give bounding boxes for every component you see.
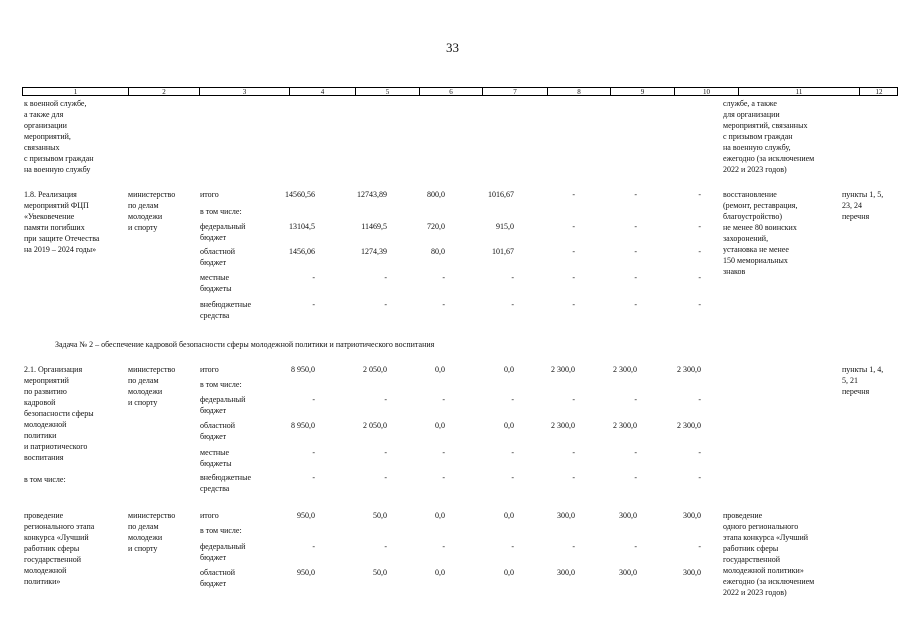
row21-name: 2.1. Организация мероприятий по развитию кадровой безопасности сферы молодежной политики и патриотического воспитания <box>24 365 94 462</box>
row_contest-value-cell: 300,0 <box>557 511 575 520</box>
header-col-11: 11 <box>739 88 860 96</box>
row21-value-cell: - <box>698 448 701 457</box>
row21-including: в том числе: <box>24 475 66 484</box>
row18-value-cell: - <box>634 300 637 309</box>
row18-value-cell: - <box>511 300 514 309</box>
contest-result: проведение одного регионального этапа конкурса «Лучший работник сферы государственной молодежной политики» ежегодно (за исключением 2022 и 2023 годов) <box>723 511 815 597</box>
row_contest-value-cell: 300,0 <box>683 568 701 577</box>
row18-value-cell: 101,67 <box>492 247 514 256</box>
row_contest-value-cell: 300,0 <box>683 511 701 520</box>
row21-value-cell: - <box>634 448 637 457</box>
row18-value-cell: - <box>572 300 575 309</box>
row18-value-cell: 1456,06 <box>289 247 315 256</box>
row_contest-value-cell: 0,0 <box>504 511 514 520</box>
row18-line-label: внебюджетные средства <box>200 300 251 320</box>
task2-heading: Задача № 2 – обеспечение кадровой безопасности сферы молодежной политики и патриотического воспитания <box>55 340 435 349</box>
header-col-3: 3 <box>200 88 290 96</box>
row_contest-value-cell: - <box>312 542 315 551</box>
row18-value-cell: 13104,5 <box>289 222 315 231</box>
row18-line-label: в том числе: <box>200 207 242 216</box>
row18-value-cell: - <box>442 300 445 309</box>
row21-value-cell: 2 300,0 <box>551 421 575 430</box>
row18-value-cell: - <box>384 273 387 282</box>
header-col-12: 12 <box>875 88 883 96</box>
cont-col11: службе, а также для организации мероприятий, связанных с призывом граждан на военную службу, ежегодно (за исключением 2022 и 2023 годов) <box>723 99 815 174</box>
row21-value-cell: - <box>312 395 315 404</box>
row21-value-cell: - <box>572 473 575 482</box>
row18-executor: министерство по делам молодежи и спорту <box>128 190 176 232</box>
row18-value-cell: 1016,67 <box>488 190 514 199</box>
row21-line-label: в том числе: <box>200 380 242 389</box>
row_contest-value-cell: - <box>384 542 387 551</box>
row21-value-cell: 2 050,0 <box>363 365 387 374</box>
row_contest-line-label: итого <box>200 511 219 520</box>
row_contest-value-cell: - <box>442 542 445 551</box>
row18-value-cell: - <box>511 273 514 282</box>
row21-value-cell: - <box>634 395 637 404</box>
row21-value-cell: 2 300,0 <box>613 421 637 430</box>
row21-value-cell: - <box>698 473 701 482</box>
row_contest-value-cell: - <box>572 542 575 551</box>
row_contest-value-cell: - <box>634 542 637 551</box>
row21-line-label: итого <box>200 365 219 374</box>
row21-value-cell: - <box>312 448 315 457</box>
row21-line-label: федеральный бюджет <box>200 395 246 415</box>
row18-value-cell: 915,0 <box>496 222 514 231</box>
row_contest-value-cell: 300,0 <box>619 511 637 520</box>
row18-value-cell: - <box>312 273 315 282</box>
row18-value-cell: - <box>698 300 701 309</box>
row_contest-value-cell: 50,0 <box>373 568 387 577</box>
row18-line-label: областной бюджет <box>200 247 236 267</box>
header-col-8: 8 <box>548 88 611 96</box>
row21-value-cell: - <box>442 473 445 482</box>
header-col-7: 7 <box>483 88 548 96</box>
page-number: 33 <box>446 40 459 55</box>
row21-value-cell: 2 300,0 <box>551 365 575 374</box>
contest-name: проведение регионального этапа конкурса «Лучший работник сферы государственной молодежной политики» <box>24 511 95 586</box>
row21-value-cell: 0,0 <box>504 365 514 374</box>
row18-line-label: местные бюджеты <box>200 273 232 293</box>
row21-value-cell: 0,0 <box>504 421 514 430</box>
row18-value-cell: - <box>698 222 701 231</box>
row21-value-cell: 8 950,0 <box>291 421 315 430</box>
row21-line-label: внебюджетные средства <box>200 473 251 493</box>
row_contest-value-cell: 300,0 <box>619 568 637 577</box>
contest-executor: министерство по делам молодежи и спорту <box>128 511 176 553</box>
row18-value-cell: - <box>634 273 637 282</box>
row18-result: восстановление (ремонт, реставрация, благоустройство) не менее 80 воинских захоронений, установка не менее 150 мемориальных знаков <box>723 190 798 276</box>
row18-line-label: итого <box>200 190 219 199</box>
row18-value-cell: - <box>442 273 445 282</box>
header-col-10: 10 <box>675 88 739 96</box>
row18-value-cell: 14560,56 <box>285 190 315 199</box>
row21-value-cell: - <box>572 395 575 404</box>
row_contest-value-cell: 950,0 <box>297 568 315 577</box>
row21-references: пункты 1, 4, 5, 21 перечня <box>842 365 884 396</box>
row21-value-cell: - <box>634 473 637 482</box>
row18-value-cell: 11469,5 <box>361 222 387 231</box>
row18-value-cell: - <box>312 300 315 309</box>
row_contest-line-label: областной бюджет <box>200 568 236 588</box>
row18-value-cell: - <box>634 247 637 256</box>
row18-value-cell: 80,0 <box>431 247 445 256</box>
row18-value-cell: - <box>634 222 637 231</box>
row21-executor: министерство по делам молодежи и спорту <box>128 365 176 407</box>
row18-value-cell: 720,0 <box>427 222 445 231</box>
header-col-2: 2 <box>129 88 200 96</box>
row18-value-cell: 12743,89 <box>357 190 387 199</box>
cont-col1: к военной службе, а также для организации мероприятий, связанных с призывом граждан на военную службу <box>24 99 94 174</box>
row21-value-cell: - <box>511 448 514 457</box>
row_contest-value-cell: 300,0 <box>557 568 575 577</box>
row21-value-cell: - <box>442 448 445 457</box>
header-col-1: 1 <box>23 88 129 96</box>
row21-value-cell: - <box>511 473 514 482</box>
row18-value-cell: - <box>698 247 701 256</box>
row21-value-cell: 8 950,0 <box>291 365 315 374</box>
row_contest-value-cell: 0,0 <box>435 568 445 577</box>
row_contest-value-cell: - <box>698 542 701 551</box>
row18-value-cell: - <box>384 300 387 309</box>
row_contest-value-cell: - <box>511 542 514 551</box>
header-col-9: 9 <box>611 88 675 96</box>
row18-value-cell: 800,0 <box>427 190 445 199</box>
row21-value-cell: 0,0 <box>435 421 445 430</box>
row18-value-cell: - <box>634 190 637 199</box>
row_contest-value-cell: 950,0 <box>297 511 315 520</box>
header-col-4: 4 <box>290 88 356 96</box>
row_contest-line-label: в том числе: <box>200 526 242 535</box>
row21-line-label: местные бюджеты <box>200 448 232 468</box>
row21-value-cell: - <box>384 448 387 457</box>
row21-value-cell: 2 300,0 <box>677 421 701 430</box>
row21-line-label: областной бюджет <box>200 421 236 441</box>
row18-name: 1.8. Реализация мероприятий ФЦП «Увековечение памяти погибших при защите Отечества на 2019 – 2024 годы» <box>24 190 100 254</box>
row21-value-cell: - <box>698 395 701 404</box>
row21-value-cell: 2 050,0 <box>363 421 387 430</box>
header-col-6: 6 <box>420 88 483 96</box>
row18-value-cell: - <box>572 273 575 282</box>
row18-value-cell: - <box>572 222 575 231</box>
row21-value-cell: 2 300,0 <box>613 365 637 374</box>
row21-value-cell: 2 300,0 <box>677 365 701 374</box>
row_contest-value-cell: 0,0 <box>435 511 445 520</box>
row21-value-cell: - <box>511 395 514 404</box>
row21-value-cell: - <box>384 473 387 482</box>
row21-value-cell: - <box>572 448 575 457</box>
row21-value-cell: - <box>384 395 387 404</box>
row_contest-value-cell: 0,0 <box>504 568 514 577</box>
row18-line-label: федеральный бюджет <box>200 222 246 242</box>
row21-value-cell: - <box>312 473 315 482</box>
row21-value-cell: 0,0 <box>435 365 445 374</box>
row_contest-line-label: федеральный бюджет <box>200 542 246 562</box>
row18-references: пункты 1, 5, 23, 24 перечня <box>842 190 884 221</box>
row21-value-cell: - <box>442 395 445 404</box>
row18-value-cell: - <box>572 247 575 256</box>
header-col-5: 5 <box>356 88 420 96</box>
row18-value-cell: - <box>698 273 701 282</box>
row18-value-cell: 1274,39 <box>361 247 387 256</box>
row_contest-value-cell: 50,0 <box>373 511 387 520</box>
table-header-row <box>22 87 898 96</box>
row18-value-cell: - <box>572 190 575 199</box>
row18-value-cell: - <box>698 190 701 199</box>
